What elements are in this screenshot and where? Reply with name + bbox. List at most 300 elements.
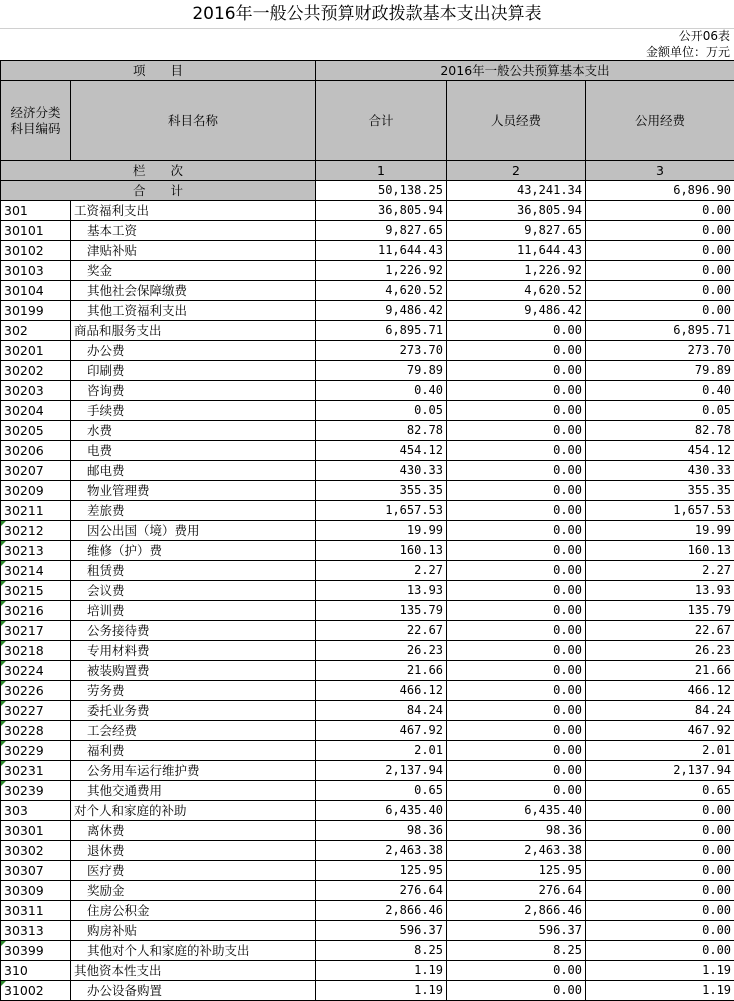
table-row [1, 301, 734, 321]
row-personnel: 0.00 [447, 381, 586, 401]
row-personnel: 0.00 [447, 481, 586, 501]
row-personnel: 0.00 [447, 721, 586, 741]
row-code-text: 303 [4, 803, 28, 818]
cell-marker-icon [1, 741, 6, 746]
table-row [1, 541, 734, 561]
row-name: 住房公积金 [71, 901, 316, 921]
row-code-text: 30215 [4, 583, 44, 598]
row-public: 0.00 [586, 261, 734, 281]
code-header-line-1: 经济分类 [4, 105, 67, 121]
row-code [1, 381, 71, 401]
row-total: 0.05 [316, 401, 447, 421]
row-personnel: 9,827.65 [447, 221, 586, 241]
row-public: 6,895.71 [586, 321, 734, 341]
table-row [1, 401, 734, 421]
row-personnel: 0.00 [447, 441, 586, 461]
table-row [1, 601, 734, 621]
table-row [1, 261, 734, 281]
row-personnel: 0.00 [447, 541, 586, 561]
row-name: 其他交通费用 [71, 781, 316, 801]
personnel-col-header: 人员经费 [447, 81, 586, 161]
row-code [1, 661, 71, 681]
row-name: 电费 [71, 441, 316, 461]
table-row [1, 421, 734, 441]
row-code-text: 30104 [4, 283, 44, 298]
table-row [1, 281, 734, 301]
row-code-text: 30212 [4, 523, 44, 538]
row-personnel: 0.00 [447, 981, 586, 1001]
row-name: 劳务费 [71, 681, 316, 701]
row-code-text: 30228 [4, 723, 44, 738]
row-total: 467.92 [316, 721, 447, 741]
row-code [1, 341, 71, 361]
row-public: 84.24 [586, 701, 734, 721]
row-total: 26.23 [316, 641, 447, 661]
row-code-text: 30211 [4, 503, 44, 518]
row-public: 0.00 [586, 201, 734, 221]
row-code-text: 30311 [4, 903, 44, 918]
row-name: 其他社会保障缴费 [71, 281, 316, 301]
row-code-text: 30301 [4, 823, 44, 838]
row-public: 0.00 [586, 881, 734, 901]
row-personnel: 0.00 [447, 361, 586, 381]
table-row [1, 521, 734, 541]
row-code [1, 321, 71, 341]
row-personnel: 276.64 [447, 881, 586, 901]
table-row [1, 621, 734, 641]
table-row [1, 361, 734, 381]
row-personnel: 0.00 [447, 341, 586, 361]
row-public: 0.00 [586, 801, 734, 821]
row-code-text: 30302 [4, 843, 44, 858]
row-name: 专用材料费 [71, 641, 316, 661]
row-total: 466.12 [316, 681, 447, 701]
row-public: 0.00 [586, 901, 734, 921]
row-public: 0.00 [586, 241, 734, 261]
row-code [1, 641, 71, 661]
row-code [1, 821, 71, 841]
table-row [1, 441, 734, 461]
row-code [1, 521, 71, 541]
row-name: 福利费 [71, 741, 316, 761]
row-total: 2.27 [316, 561, 447, 581]
row-personnel: 0.00 [447, 641, 586, 661]
table-row [1, 481, 734, 501]
row-total: 79.89 [316, 361, 447, 381]
row-name: 委托业务费 [71, 701, 316, 721]
code-header [1, 81, 71, 161]
table-row [1, 641, 734, 661]
cell-marker-icon [1, 661, 6, 666]
row-name: 商品和服务支出 [71, 321, 316, 341]
column-index-row [1, 161, 734, 181]
row-total: 6,435.40 [316, 801, 447, 821]
row-total: 2,866.46 [316, 901, 447, 921]
row-code [1, 861, 71, 881]
row-personnel: 0.00 [447, 781, 586, 801]
row-code [1, 401, 71, 421]
cell-marker-icon [1, 721, 6, 726]
table-row [1, 561, 734, 581]
row-personnel: 6,435.40 [447, 801, 586, 821]
row-total: 9,827.65 [316, 221, 447, 241]
table-row [1, 861, 734, 881]
row-personnel: 1,226.92 [447, 261, 586, 281]
table-row [1, 941, 734, 961]
row-personnel: 0.00 [447, 521, 586, 541]
row-personnel: 0.00 [447, 621, 586, 641]
cell-marker-icon [1, 781, 6, 786]
table-row [1, 381, 734, 401]
table-row [1, 221, 734, 241]
row-code [1, 901, 71, 921]
row-public: 1.19 [586, 981, 734, 1001]
row-total: 125.95 [316, 861, 447, 881]
row-total: 355.35 [316, 481, 447, 501]
table-row [1, 201, 734, 221]
row-total: 36,805.94 [316, 201, 447, 221]
row-personnel: 0.00 [447, 461, 586, 481]
row-total: 98.36 [316, 821, 447, 841]
cell-marker-icon [1, 761, 6, 766]
row-name: 奖励金 [71, 881, 316, 901]
row-personnel: 0.00 [447, 421, 586, 441]
row-public: 355.35 [586, 481, 734, 501]
row-code-text: 30102 [4, 243, 44, 258]
row-code-text: 31002 [4, 983, 44, 998]
row-code-text: 30204 [4, 403, 44, 418]
row-code [1, 701, 71, 721]
row-code-text: 302 [4, 323, 28, 338]
row-total: 596.37 [316, 921, 447, 941]
row-code-text: 30202 [4, 363, 44, 378]
public-col-header: 公用经费 [586, 81, 734, 161]
group-header: 2016年一般公共预算基本支出 [316, 61, 734, 81]
row-public: 0.00 [586, 301, 734, 321]
row-code [1, 221, 71, 241]
row-code [1, 841, 71, 861]
row-total: 84.24 [316, 701, 447, 721]
form-number: 公开06表 [679, 27, 730, 44]
table-row [1, 721, 734, 741]
row-code [1, 781, 71, 801]
col-index-2: 2 [447, 161, 586, 181]
row-public: 0.00 [586, 221, 734, 241]
row-total: 1,226.92 [316, 261, 447, 281]
row-code [1, 941, 71, 961]
row-code-text: 30213 [4, 543, 44, 558]
total-row [1, 181, 734, 201]
row-name: 物业管理费 [71, 481, 316, 501]
table-row [1, 741, 734, 761]
row-total: 273.70 [316, 341, 447, 361]
header-row-1 [1, 61, 734, 81]
row-name: 咨询费 [71, 381, 316, 401]
row-public: 0.05 [586, 401, 734, 421]
row-code-text: 30307 [4, 863, 44, 878]
row-code [1, 581, 71, 601]
row-public: 26.23 [586, 641, 734, 661]
row-total: 6,895.71 [316, 321, 447, 341]
row-code-text: 30207 [4, 463, 44, 478]
row-personnel: 596.37 [447, 921, 586, 941]
row-public: 19.99 [586, 521, 734, 541]
row-code [1, 741, 71, 761]
total-label: 合 计 [1, 181, 316, 201]
row-total: 13.93 [316, 581, 447, 601]
row-code [1, 881, 71, 901]
row-code [1, 261, 71, 281]
row-code-text: 30227 [4, 703, 44, 718]
row-personnel: 0.00 [447, 661, 586, 681]
row-total: 160.13 [316, 541, 447, 561]
row-name: 基本工资 [71, 221, 316, 241]
row-code-text: 30101 [4, 223, 44, 238]
table-row [1, 461, 734, 481]
row-personnel: 4,620.52 [447, 281, 586, 301]
row-name: 奖金 [71, 261, 316, 281]
row-public: 82.78 [586, 421, 734, 441]
row-public: 0.00 [586, 281, 734, 301]
row-total: 276.64 [316, 881, 447, 901]
row-code-text: 30218 [4, 643, 44, 658]
row-code-text: 310 [4, 963, 28, 978]
row-public: 0.00 [586, 941, 734, 961]
row-code [1, 561, 71, 581]
row-code [1, 421, 71, 441]
row-code [1, 981, 71, 1001]
row-code [1, 681, 71, 701]
cell-marker-icon [1, 681, 6, 686]
row-code [1, 441, 71, 461]
cell-marker-icon [1, 581, 6, 586]
row-total: 430.33 [316, 461, 447, 481]
row-personnel: 0.00 [447, 601, 586, 621]
row-code [1, 541, 71, 561]
row-name: 办公费 [71, 341, 316, 361]
row-code [1, 921, 71, 941]
row-name: 其他资本性支出 [71, 961, 316, 981]
header-row-2 [1, 81, 734, 161]
row-total: 8.25 [316, 941, 447, 961]
cell-marker-icon [1, 541, 6, 546]
table-row [1, 501, 734, 521]
row-total: 0.40 [316, 381, 447, 401]
table-row [1, 901, 734, 921]
cell-marker-icon [1, 601, 6, 606]
row-code [1, 601, 71, 621]
row-code [1, 461, 71, 481]
row-code-text: 30103 [4, 263, 44, 278]
row-code-text: 301 [4, 203, 28, 218]
row-public: 454.12 [586, 441, 734, 461]
row-personnel: 0.00 [447, 581, 586, 601]
row-code [1, 361, 71, 381]
row-name: 印刷费 [71, 361, 316, 381]
row-personnel: 0.00 [447, 681, 586, 701]
row-total: 1.19 [316, 981, 447, 1001]
total-public: 6,896.90 [586, 181, 734, 201]
row-name: 其他工资福利支出 [71, 301, 316, 321]
row-code-text: 30203 [4, 383, 44, 398]
row-total: 2,137.94 [316, 761, 447, 781]
row-public: 467.92 [586, 721, 734, 741]
row-name: 工会经费 [71, 721, 316, 741]
row-public: 160.13 [586, 541, 734, 561]
table-row [1, 341, 734, 361]
row-public: 466.12 [586, 681, 734, 701]
row-total: 2,463.38 [316, 841, 447, 861]
row-code-text: 30309 [4, 883, 44, 898]
row-total: 22.67 [316, 621, 447, 641]
row-name: 公务用车运行维护费 [71, 761, 316, 781]
table-row [1, 881, 734, 901]
report-title: 2016年一般公共预算财政拨款基本支出决算表 [0, 0, 734, 29]
row-code-text: 30231 [4, 763, 44, 778]
col-index-3: 3 [586, 161, 734, 181]
expenditure-table [0, 60, 734, 1001]
row-total: 2.01 [316, 741, 447, 761]
row-code-text: 30226 [4, 683, 44, 698]
table-body [1, 201, 734, 1001]
row-public: 13.93 [586, 581, 734, 601]
name-header: 科目名称 [71, 81, 316, 161]
table-row [1, 921, 734, 941]
table-row [1, 321, 734, 341]
row-public: 0.00 [586, 861, 734, 881]
table-row [1, 801, 734, 821]
row-name: 因公出国（境）费用 [71, 521, 316, 541]
row-name: 手续费 [71, 401, 316, 421]
row-public: 2,137.94 [586, 761, 734, 781]
table-row [1, 581, 734, 601]
row-public: 430.33 [586, 461, 734, 481]
table-row [1, 961, 734, 981]
row-total: 0.65 [316, 781, 447, 801]
row-name: 差旅费 [71, 501, 316, 521]
cell-marker-icon [1, 621, 6, 626]
row-name: 购房补贴 [71, 921, 316, 941]
table-row [1, 781, 734, 801]
row-code-text: 30199 [4, 303, 44, 318]
row-total: 135.79 [316, 601, 447, 621]
table-row [1, 821, 734, 841]
row-name: 津贴补贴 [71, 241, 316, 261]
row-code [1, 481, 71, 501]
row-personnel: 8.25 [447, 941, 586, 961]
row-public: 2.27 [586, 561, 734, 581]
row-name: 医疗费 [71, 861, 316, 881]
row-total: 454.12 [316, 441, 447, 461]
row-personnel: 2,866.46 [447, 901, 586, 921]
unit-label: 金额单位：万元 [646, 43, 730, 60]
row-code-text: 30313 [4, 923, 44, 938]
row-public: 273.70 [586, 341, 734, 361]
row-code [1, 301, 71, 321]
row-code-text: 30224 [4, 663, 44, 678]
row-name: 培训费 [71, 601, 316, 621]
table-row [1, 841, 734, 861]
table-row [1, 681, 734, 701]
cell-marker-icon [1, 701, 6, 706]
row-code-text: 30216 [4, 603, 44, 618]
row-code-text: 30201 [4, 343, 44, 358]
row-code [1, 281, 71, 301]
row-code [1, 621, 71, 641]
row-code [1, 801, 71, 821]
total-value: 50,138.25 [316, 181, 447, 201]
code-header-line-2: 科目编码 [4, 121, 67, 137]
row-code-text: 30229 [4, 743, 44, 758]
table-row [1, 701, 734, 721]
row-name: 退休费 [71, 841, 316, 861]
cell-marker-icon [1, 521, 6, 526]
row-name: 工资福利支出 [71, 201, 316, 221]
row-public: 21.66 [586, 661, 734, 681]
row-total: 1,657.53 [316, 501, 447, 521]
row-code-text: 30399 [4, 943, 44, 958]
row-total: 19.99 [316, 521, 447, 541]
row-code [1, 961, 71, 981]
row-personnel: 2,463.38 [447, 841, 586, 861]
row-personnel: 0.00 [447, 501, 586, 521]
row-public: 0.00 [586, 841, 734, 861]
row-public: 1,657.53 [586, 501, 734, 521]
row-name: 租赁费 [71, 561, 316, 581]
row-personnel: 0.00 [447, 401, 586, 421]
row-public: 1.19 [586, 961, 734, 981]
row-code-text: 30214 [4, 563, 44, 578]
row-total: 21.66 [316, 661, 447, 681]
item-header: 项 目 [1, 61, 316, 81]
row-personnel: 0.00 [447, 321, 586, 341]
lanci-label: 栏 次 [1, 161, 316, 181]
col-index-1: 1 [316, 161, 447, 181]
row-name: 离休费 [71, 821, 316, 841]
row-personnel: 0.00 [447, 961, 586, 981]
row-name: 水费 [71, 421, 316, 441]
row-name: 其他对个人和家庭的补助支出 [71, 941, 316, 961]
row-code [1, 721, 71, 741]
cell-marker-icon [1, 641, 6, 646]
row-name: 会议费 [71, 581, 316, 601]
row-public: 0.65 [586, 781, 734, 801]
row-code [1, 501, 71, 521]
row-total: 4,620.52 [316, 281, 447, 301]
table-row [1, 761, 734, 781]
row-personnel: 0.00 [447, 761, 586, 781]
row-public: 0.00 [586, 821, 734, 841]
row-public: 22.67 [586, 621, 734, 641]
row-code-text: 30209 [4, 483, 44, 498]
row-name: 对个人和家庭的补助 [71, 801, 316, 821]
row-name: 维修（护）费 [71, 541, 316, 561]
row-personnel: 98.36 [447, 821, 586, 841]
row-personnel: 36,805.94 [447, 201, 586, 221]
cell-marker-icon [1, 561, 6, 566]
row-total: 1.19 [316, 961, 447, 981]
total-col-header: 合计 [316, 81, 447, 161]
row-code-text: 30205 [4, 423, 44, 438]
table-row [1, 661, 734, 681]
row-personnel: 11,644.43 [447, 241, 586, 261]
row-public: 2.01 [586, 741, 734, 761]
row-personnel: 0.00 [447, 561, 586, 581]
row-code-text: 30217 [4, 623, 44, 638]
row-personnel: 0.00 [447, 701, 586, 721]
row-code [1, 201, 71, 221]
row-personnel: 9,486.42 [447, 301, 586, 321]
